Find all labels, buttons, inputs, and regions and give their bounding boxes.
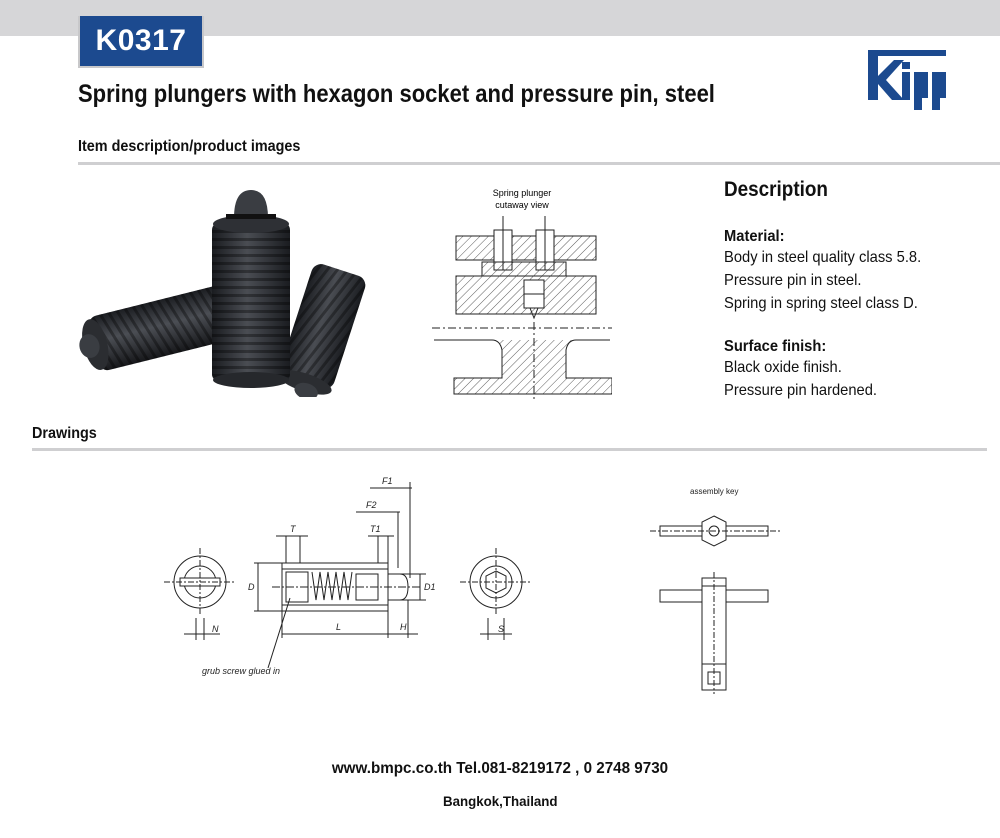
label-assembly-key: assembly key	[690, 487, 739, 496]
page-title: Spring plungers with hexagon socket and pressure pin, steel	[78, 80, 715, 108]
technical-drawing	[150, 468, 790, 698]
material-line: Pressure pin in steel.	[724, 272, 862, 289]
label-T: T	[290, 524, 296, 534]
description-panel	[724, 178, 994, 202]
cutaway-caption-line1: Spring plunger	[492, 188, 552, 198]
kipp-logo	[858, 48, 950, 112]
material-block	[724, 228, 938, 315]
label-D1: D1	[424, 582, 436, 592]
material-label: Material:	[724, 228, 785, 245]
label-S: S	[498, 624, 505, 634]
finish-block	[724, 338, 890, 402]
finish-label: Surface finish:	[724, 338, 827, 355]
footer-location-text: Bangkok,Thailand	[442, 793, 558, 809]
divider	[78, 162, 1000, 165]
cutaway-caption-line2: cutaway view	[495, 200, 549, 210]
label-L: L	[336, 622, 342, 632]
footer-contact	[0, 760, 1000, 778]
footer-contact-text: www.bmpc.co.th Tel.081-8219172 , 0 2748 9730	[331, 760, 669, 777]
cutaway-view-drawing	[432, 182, 612, 400]
product-photo	[74, 182, 404, 397]
product-code: K0317	[95, 24, 187, 57]
label-N: N	[212, 624, 219, 634]
description-heading: Description	[724, 178, 828, 201]
label-T1: T1	[370, 524, 381, 534]
label-D: D	[248, 582, 255, 592]
label-F2: F2	[366, 500, 377, 510]
section-heading-images: Item description/product images	[78, 138, 301, 155]
material-line: Spring in spring steel class D.	[724, 295, 918, 312]
section-heading-drawings: Drawings	[32, 425, 97, 442]
finish-line: Black oxide finish.	[724, 359, 842, 376]
label-grub-screw: grub screw glued in	[202, 666, 281, 676]
label-F1: F1	[382, 476, 393, 486]
material-line: Body in steel quality class 5.8.	[724, 249, 922, 266]
label-H: H	[400, 622, 407, 632]
footer-location	[0, 793, 1000, 809]
product-code-tab	[78, 16, 204, 68]
finish-line: Pressure pin hardened.	[724, 382, 878, 399]
divider	[32, 448, 987, 451]
